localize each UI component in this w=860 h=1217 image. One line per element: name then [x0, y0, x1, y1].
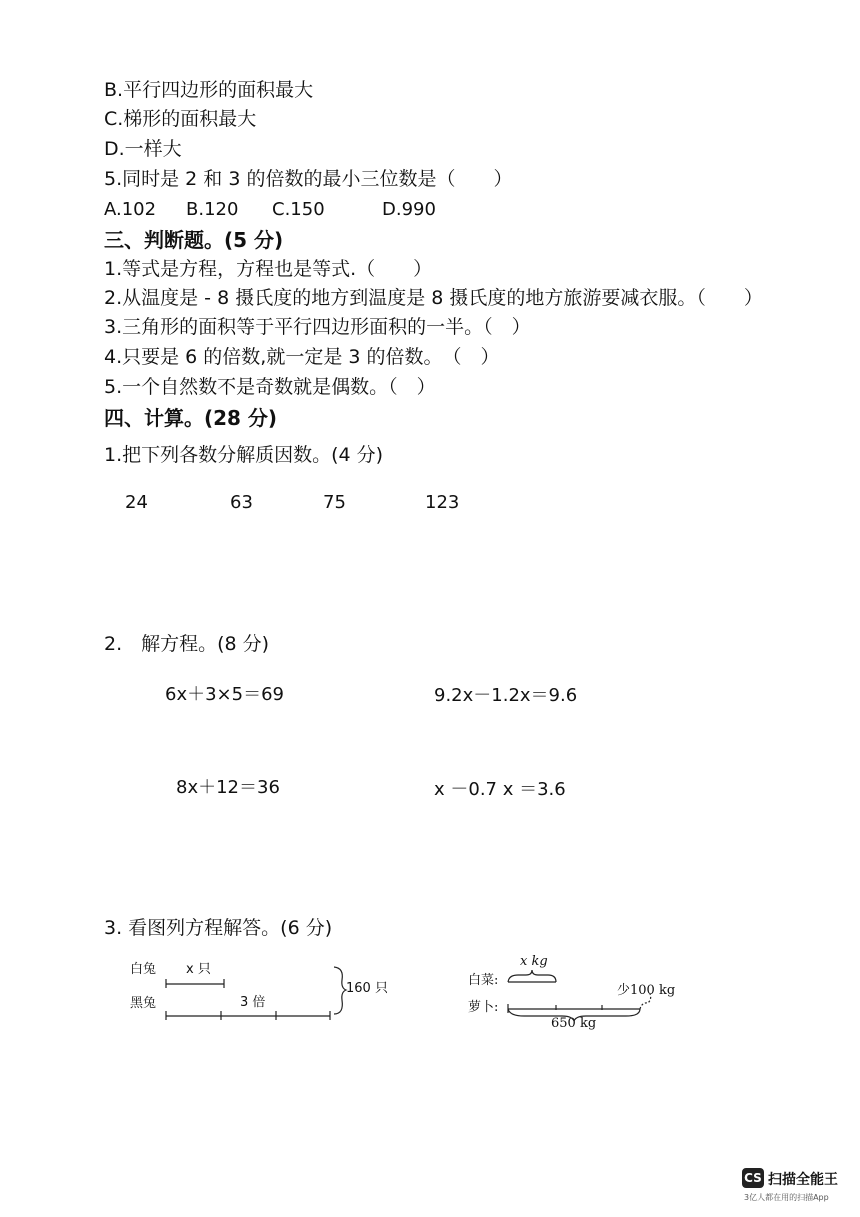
- section4-title: 四、计算。(28 分): [104, 406, 278, 430]
- judge-item-1: 1.等式是方程，方程也是等式.（ ）: [104, 258, 433, 280]
- equation-2: 9.2x－1.2x＝9.6: [434, 685, 578, 706]
- x-rabbits-label: x 只: [186, 962, 211, 977]
- scanner-tagline: 3亿人都在用的扫描App: [744, 1193, 829, 1202]
- less-label: 少100 kg: [617, 983, 676, 998]
- calc-q2-title: 2. 解方程。(8 分): [104, 633, 270, 655]
- calc-q3-title: 3. 看图列方程解答。(6 分): [104, 917, 333, 939]
- q5-option-a: A.102: [104, 199, 157, 220]
- q5-text: 5.同时是 2 和 3 的倍数的最小三位数是（ ）: [104, 168, 513, 190]
- radish-total-brace: [508, 1009, 640, 1021]
- total-brace: [334, 967, 346, 1014]
- scanner-logo-icon: CS: [742, 1168, 764, 1188]
- equation-3: 8x＋12＝36: [176, 777, 280, 798]
- q4-option-c: C.梯形的面积最大: [104, 108, 257, 130]
- judge-item-2: 2.从温度是 - 8 摄氏度的地方到温度是 8 摄氏度的地方旅游要减衣服。（ ）: [104, 287, 763, 309]
- white-rabbit-label: 白兔: [130, 962, 157, 977]
- scanner-brand: 扫描全能王: [768, 1172, 838, 1188]
- judge-item-5: 5.一个自然数不是奇数就是偶数。（ ）: [104, 376, 436, 398]
- factor-number: 75: [323, 492, 346, 513]
- equation-1: 6x＋3×5＝69: [165, 684, 284, 705]
- calc-q1-title: 1.把下列各数分解质因数。(4 分): [104, 444, 384, 466]
- three-times-label: 3 倍: [240, 995, 266, 1010]
- black-rabbit-label: 黑兔: [130, 996, 157, 1011]
- judge-item-4: 4.只要是 6 的倍数,就一定是 3 的倍数。 （ ）: [104, 346, 500, 368]
- cabbage-label: 白菜:: [468, 973, 499, 988]
- factor-number: 123: [425, 492, 460, 513]
- equation-4: x －0.7 x ＝3.6: [434, 779, 566, 800]
- section3-title: 三、判断题。(5 分): [104, 228, 284, 252]
- q4-option-b: B.平行四边形的面积最大: [104, 79, 314, 101]
- x-kg-label: x kg: [520, 954, 548, 969]
- q5-option-c: C.150: [272, 199, 325, 220]
- total-kg-label: 650 kg: [551, 1016, 597, 1031]
- less-brace: [640, 994, 651, 1009]
- judge-item-3: 3.三角形的面积等于平行四边形面积的一半。（ ）: [104, 316, 531, 338]
- radish-label: 萝卜:: [468, 1000, 499, 1015]
- q5-option-b: B.120: [186, 199, 239, 220]
- cabbage-brace: [508, 970, 556, 982]
- factor-number: 63: [230, 492, 253, 513]
- q4-option-d: D.一样大: [104, 138, 182, 160]
- q5-option-d: D.990: [382, 199, 436, 220]
- total-rabbits-label: 160 只: [346, 981, 388, 996]
- factor-number: 24: [125, 492, 148, 513]
